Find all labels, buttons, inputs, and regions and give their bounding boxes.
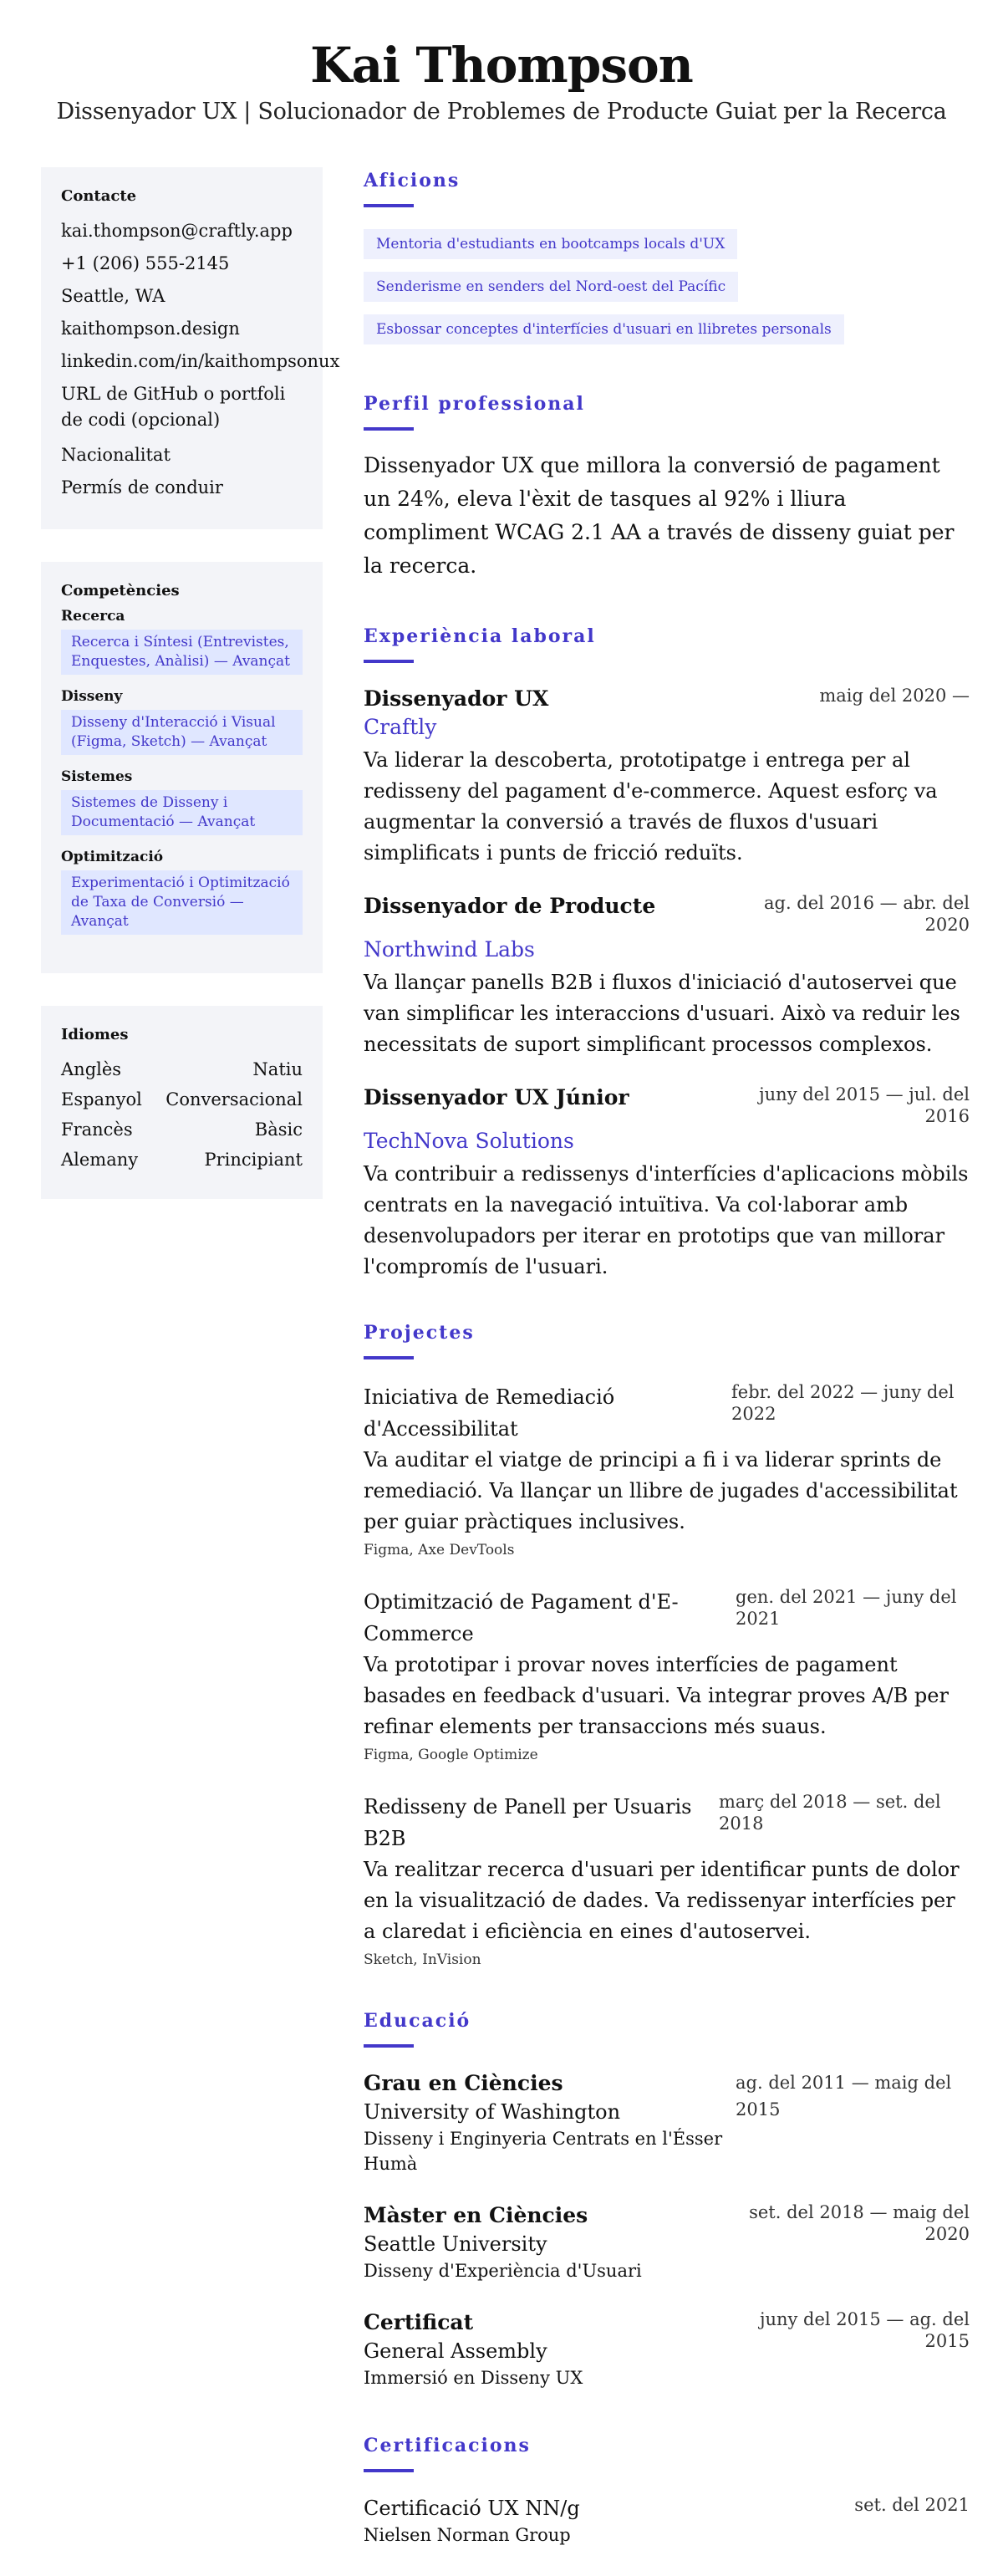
project-dates: febr. del 2022 — juny del 2022: [731, 1382, 955, 1424]
section-heading: Perfil professional: [364, 393, 585, 415]
language-level: Principiant: [204, 1150, 303, 1170]
job-description: Va contribuir a redissenys d'interfícies d'aplicacions mòbils centrats en la navegació intuïtiva. Va col·laborar amb desenvolupadors per iterar en prototips que van millorar l'compromís de l'usuari.: [364, 1162, 969, 1278]
profile-section: [364, 390, 970, 583]
resume-header: [0, 0, 1003, 167]
skill-category: Recerca: [61, 608, 125, 625]
hobby-tag: Mentoria d'estudiants en bootcamps locals d'UX: [364, 229, 737, 259]
section-heading: Certificacions: [364, 2435, 531, 2456]
language-name: Alemany: [61, 1150, 139, 1170]
heading-rule: [364, 1356, 414, 1359]
institution: University of Washington: [364, 2100, 621, 2124]
section-heading: Projectes: [364, 1322, 475, 1344]
hobby-tag: Senderisme en senders del Nord-oest del Pacífic: [364, 272, 738, 302]
language-level: Natiu: [252, 1059, 303, 1079]
project-title: Iniciativa de Remediació d'Accessibilitat: [364, 1385, 615, 1441]
project-tools: Figma, Axe DevTools: [364, 1542, 515, 1558]
language-row: [61, 1149, 303, 1171]
language-row: [61, 1089, 303, 1110]
hobby-tag: Esbossar conceptes d'interfícies d'usuari en llibretes personals: [364, 314, 844, 344]
project-description: Va realitzar recerca d'usuari per identificar punts de dolor en la visualització de dades. Va redissenyar interfícies per a claredat i eficiència en eines d'autoservei.: [364, 1858, 960, 1943]
language-name: Espanyol: [61, 1089, 142, 1109]
project-dates: març del 2018 — set. del 2018: [719, 1792, 941, 1834]
project-dates: gen. del 2021 — juny del 2021: [736, 1587, 957, 1629]
field-of-study: Immersió en Disseny UX: [364, 2368, 583, 2388]
certification-date: set. del 2021: [854, 2495, 970, 2515]
job-dates: ag. del 2016 — abr. del 2020: [763, 893, 970, 935]
project-description: Va auditar el viatge de principi a fi i va liderar sprints de remediació. Va llançar un llibre de jugades d'accessibilitat per guiar pràctiques inclusives.: [364, 1448, 958, 1533]
job-entry: [364, 685, 970, 869]
projects-section: [364, 1319, 970, 1971]
sidebar: [41, 167, 340, 2576]
languages-section: [41, 1006, 323, 1199]
project-description: Va prototipar i provar noves interfícies de pagament basades en feedback d'usuari. Va integrar proves A/B per refinar elements per transaccions més suaus.: [364, 1653, 949, 1738]
section-heading: Aficions: [364, 170, 461, 191]
institution: General Assembly: [364, 2339, 547, 2363]
skills-title: Competències: [61, 582, 180, 599]
job-title: Dissenyador UX: [364, 686, 549, 711]
contact-linkedin[interactable]: linkedin.com/in/kaithompsonux: [61, 351, 340, 371]
education-entry: [364, 2069, 970, 2176]
skill-tag: Recerca i Síntesi (Entrevistes, Enquestes, Anàlisi) — Avançat: [61, 630, 303, 675]
language-row: [61, 1119, 303, 1140]
project-tools: Figma, Google Optimize: [364, 1747, 538, 1763]
education-entry: [364, 2308, 970, 2390]
hobbies-section: [364, 167, 970, 357]
skill-category: Sistemes: [61, 768, 133, 785]
job-description: Va liderar la descoberta, prototipatge i entrega per al redisseny del pagament d'e-commerce. Aquest esforç va augmentar la conversió a través de fluxos d'usuari simplificats i punts de fricció reduïts.: [364, 748, 938, 865]
experience-section: [364, 623, 970, 1283]
languages-title: Idiomes: [61, 1026, 129, 1043]
language-level: Bàsic: [254, 1120, 303, 1140]
language-name: Francès: [61, 1120, 133, 1140]
skill-tag: Experimentació i Optimització de Taxa de Conversió — Avançat: [61, 870, 303, 935]
language-level: Conversacional: [165, 1089, 303, 1109]
section-heading: Experiència laboral: [364, 625, 596, 647]
job-description: Va llançar panells B2B i fluxos d'iniciació d'autoservei que van simplificar les interaccions d'usuari. Això va reduir les necessitats de suport simplificant processos complexos.: [364, 971, 960, 1056]
education-entry: [364, 2201, 970, 2283]
degree: Màster en Ciències: [364, 2203, 588, 2227]
project-title: Optimització de Pagament d'E-Commerce: [364, 1590, 679, 1645]
skills-section: [41, 562, 323, 973]
skill-category: Optimització: [61, 849, 164, 865]
contact-phone: +1 (206) 555-2145: [61, 253, 230, 273]
certification-issuer: Nielsen Norman Group: [364, 2525, 571, 2545]
contact-license: Permís de conduir: [61, 477, 223, 497]
skill-tag: Disseny d'Interacció i Visual (Figma, Sketch) — Avançat: [61, 710, 303, 755]
contact-website[interactable]: kaithompson.design: [61, 319, 240, 339]
project-entry: [364, 1381, 970, 1561]
skill-tag: Sistemes de Disseny i Documentació — Avançat: [61, 790, 303, 835]
contact-title: Contacte: [61, 187, 137, 205]
contact-location: Seattle, WA: [61, 286, 165, 306]
contact-nationality: Nacionalitat: [61, 445, 171, 465]
contact-section: [41, 167, 340, 529]
institution: Seattle University: [364, 2232, 547, 2256]
job-title: Dissenyador de Producte: [364, 894, 656, 918]
job-title: Dissenyador UX Júnior: [364, 1085, 629, 1109]
heading-rule: [364, 2469, 414, 2472]
education-dates: juny del 2015 — ag. del 2015: [759, 2309, 970, 2351]
certification-name: Certificació UX NN/g: [364, 2497, 580, 2520]
profile-summary: Dissenyador UX que millora la conversió de pagament un 24%, eleva l'èxit de tasques al 92% i lliura compliment WCAG 2.1 AA a través de disseny guiat per la recerca.: [364, 453, 955, 578]
skill-category: Disseny: [61, 688, 123, 705]
main-content: [364, 167, 970, 2576]
field-of-study: Disseny i Enginyeria Centrats en l'Ésser Humà: [364, 2129, 723, 2174]
headline: Dissenyador UX | Solucionador de Problemes de Producte Guiat per la Recerca: [56, 99, 947, 125]
education-dates: ag. del 2011 — maig del 2015: [736, 2073, 952, 2119]
project-entry: [364, 1791, 970, 1971]
heading-rule: [364, 660, 414, 663]
degree: Grau en Ciències: [364, 2071, 563, 2095]
language-row: [61, 1058, 303, 1080]
job-company: Northwind Labs: [364, 937, 535, 962]
job-dates: juny del 2015 — jul. del 2016: [759, 1084, 970, 1126]
education-dates: set. del 2018 — maig del 2020: [749, 2202, 970, 2244]
education-section: [364, 2007, 970, 2390]
field-of-study: Disseny d'Experiència d'Usuari: [364, 2261, 642, 2281]
project-entry: [364, 1586, 970, 1766]
certification-entry: [364, 2494, 970, 2548]
heading-rule: [364, 427, 414, 431]
contact-email[interactable]: kai.thompson@craftly.app: [61, 221, 293, 241]
project-tools: Sketch, InVision: [364, 1951, 481, 1968]
heading-rule: [364, 2044, 414, 2048]
contact-github: URL de GitHub o portfoli de codi (opcional): [61, 384, 286, 430]
job-entry: [364, 892, 970, 1060]
job-dates: maig del 2020 —: [819, 686, 970, 706]
section-heading: Educació: [364, 2010, 471, 2032]
language-name: Anglès: [61, 1059, 122, 1079]
project-title: Redisseny de Panell per Usuaris B2B: [364, 1795, 692, 1850]
job-company: Craftly: [364, 715, 437, 739]
candidate-name: Kai Thompson: [310, 37, 693, 94]
job-company: TechNova Solutions: [364, 1129, 574, 1153]
job-entry: [364, 1084, 970, 1283]
certifications-section: [364, 2432, 970, 2548]
heading-rule: [364, 204, 414, 207]
degree: Certificat: [364, 2310, 474, 2334]
